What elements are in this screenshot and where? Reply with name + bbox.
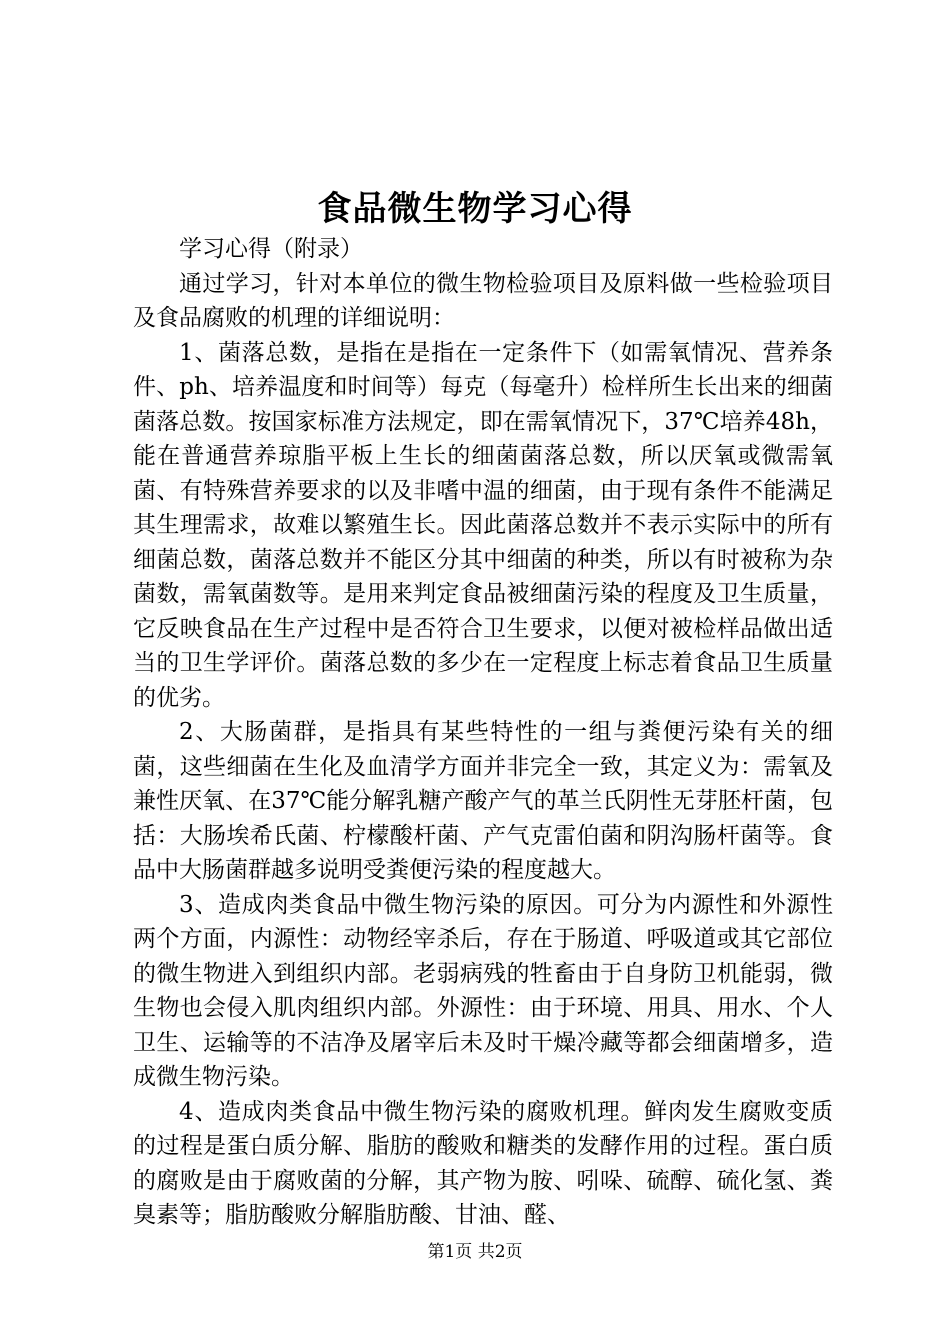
page-footer: 第1页 共2页 xyxy=(427,1242,523,1262)
document-body xyxy=(133,232,833,1233)
document-title: 食品微生物学习心得 xyxy=(317,189,633,229)
paragraph-contamination-causes: 3、造成肉类食品中微生物污染的原因。可分为内源性和外源性两个方面，内源性：动物经宰杀后，存在于肠道、呼吸道或其它部位的微生物进入到组织内部。老弱病残的牲畜由于自身防卫机能弱，微生物也会侵入肌肉组织内部。外源性：由于环境、用具、用水、个人卫生、运输等的不洁净及屠宰后未及时干燥冷藏等都会细菌增多，造成微生物污染。 xyxy=(133,891,833,1090)
paragraph-coliform: 2、大肠菌群，是指具有某些特性的一组与粪便污染有关的细菌，这些细菌在生化及血清学方面并非完全一致，其定义为：需氧及兼性厌氧、在37℃能分解乳糖产酸产气的革兰氏阴性无芽胚杆菌，包括：大肠埃希氏菌、柠檬酸杆菌、产气克雷伯菌和阴沟肠杆菌等。食品中大肠菌群越多说明受粪便污染的程度越大。 xyxy=(133,719,833,883)
paragraph-intro: 通过学习，针对本单位的微生物检验项目及原料做一些检验项目及食品腐败的机理的详细说明： xyxy=(133,270,833,331)
paragraph-spoilage-mechanism: 4、造成肉类食品中微生物污染的腐败机理。鲜肉发生腐败变质的过程是蛋白质分解、脂肪的酸败和糖类的发酵作用的过程。蛋白质的腐败是由于腐败菌的分解，其产物为胺、吲哚、硫醇、硫化氢、粪臭素等；脂肪酸败分解脂肪酸、甘油、醛、 xyxy=(133,1098,833,1228)
paragraph-subtitle: 学习心得（附录） xyxy=(179,236,363,262)
paragraph-colony-count: 1、菌落总数，是指在是指在一定条件下（如需氧情况、营养条件、ph、培养温度和时间等）每克（每毫升）检样所生长出来的细菌菌落总数。按国家标准方法规定，即在需氧情况下，37℃培养48h，能在普通营养琼脂平板上生长的细菌菌落总数，所以厌氧或微需氧菌、有特殊营养要求的以及非嗜中温的细菌，由于现有条件不能满足其生理需求，故难以繁殖生长。因此菌落总数并不表示实际中的所有细菌总数，菌落总数并不能区分其中细菌的种类，所以有时被称为杂菌数，需氧菌数等。是用来判定食品被细菌污染的程度及卫生质量，它反映食品在生产过程中是否符合卫生要求，以便对被检样品做出适当的卫生学评价。菌落总数的多少在一定程度上标志着食品卫生质量的优劣。 xyxy=(133,339,833,711)
